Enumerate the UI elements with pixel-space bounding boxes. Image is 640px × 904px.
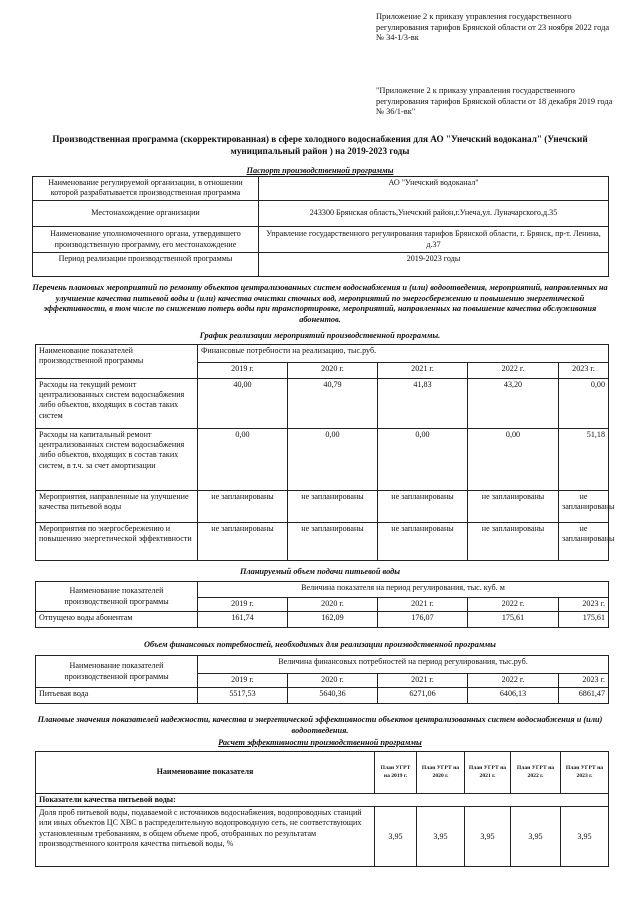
row-label: Питьевая вода	[36, 688, 198, 704]
year-header: 2020 г.	[288, 363, 378, 379]
year-header: 2022 г.	[468, 363, 559, 379]
cell-value: не запланированы	[288, 523, 378, 561]
passport-heading: Паспорт производственной программы	[246, 166, 394, 175]
cell-value: 3,95	[511, 807, 561, 867]
year-header: 2021 г.	[378, 598, 468, 612]
row-label: Расходы на текущий ремонт централизованных систем водоснабжения либо объектов, входящих в состав таких систем	[36, 379, 198, 429]
cell-value: 0,00	[378, 429, 468, 491]
row-label: Отпущено воды абонентам	[36, 612, 198, 628]
cell-value: 176,07	[378, 612, 468, 628]
water-volume-table	[35, 581, 609, 628]
cell-value: не запланированы	[559, 523, 609, 561]
annex-note-current: Приложение 2 к приказу управления государственного регулирования тарифов Брянской области от 23 ноября 2022 года № 34-1/3-вк	[376, 12, 610, 43]
header-row	[36, 752, 609, 794]
plan-header: План УГРТ на 2019 г.	[375, 752, 417, 794]
efficiency-calc-heading: Расчет эффективности производственной программы	[218, 738, 422, 747]
year-header: 2021 г.	[378, 363, 468, 379]
table-row	[36, 612, 609, 628]
year-header: 2023 г.	[559, 598, 609, 612]
year-header: 2020 г.	[288, 598, 378, 612]
plan-header: План УГРТ на 2021 г.	[465, 752, 511, 794]
plan-header: План УГРТ на 2023 г.	[561, 752, 609, 794]
reliability-heading: Плановые значения показателей надежности, качества и энергетической эффективности объектов централизованных систем водоснабжения и (или) водоотведения.	[37, 715, 603, 735]
year-header: 2023 г.	[559, 363, 609, 379]
year-header: 2020 г.	[288, 674, 378, 688]
table-row	[36, 491, 609, 523]
cell-value: 3,95	[375, 807, 417, 867]
document-title: Производственная программа (скорректированная) в сфере холодного водоснабжения для АО "Унечский водоканал" (Унечский муниципальный район ) на 2019-2023 годы	[52, 134, 588, 156]
year-header: 2022 г.	[468, 598, 559, 612]
column-header-indicator: Наименование показателя	[36, 752, 375, 794]
year-header: 2019 г.	[198, 598, 288, 612]
cell-value: 0,00	[468, 429, 559, 491]
year-header: 2019 г.	[198, 674, 288, 688]
passport-label: Наименование регулируемой организации, в отношении которой разрабатывается производственная программа	[33, 177, 259, 201]
cell-value: 51,18	[559, 429, 609, 491]
column-header-indicator: Наименование показателей производственной программы	[36, 582, 198, 612]
table-row	[36, 379, 609, 429]
table-row	[36, 523, 609, 561]
cell-value: 5640,36	[288, 688, 378, 704]
cell-value: не запланированы	[378, 491, 468, 523]
cell-value: 161,74	[198, 612, 288, 628]
header-row	[36, 582, 609, 598]
passport-row	[33, 177, 609, 201]
column-header-indicator: Наименование показателей производственной программы	[36, 345, 198, 379]
passport-row	[33, 201, 609, 227]
cell-value: не запланированы	[559, 491, 609, 523]
year-header: 2021 г.	[378, 674, 468, 688]
header-row	[36, 345, 609, 363]
year-header: 2023 г.	[559, 674, 609, 688]
cell-value: 6271,06	[378, 688, 468, 704]
column-header-group: Финансовые потребности на реализацию, тыс.руб.	[198, 345, 609, 363]
passport-label: Период реализации производственной программы	[33, 253, 259, 277]
plan-header: План УГРТ на 2022 г.	[511, 752, 561, 794]
volume-heading: Планируемый объем подачи питьевой воды	[239, 567, 401, 576]
cell-value: 40,79	[288, 379, 378, 429]
cell-value: 0,00	[198, 429, 288, 491]
cell-value: 0,00	[288, 429, 378, 491]
cell-value: не запланированы	[468, 491, 559, 523]
measures-heading: Перечень плановых мероприятий по ремонту объектов централизованных систем водоснабжения и (или) водоотведения, мероприятий, направленных на улучшение качества питьевой воды и (или) качества очистки сточных вод, мероприятий по энергосбережению и повышению энергетической эффективности, в том числе по снижению потерь воды при транспортировке, мероприятий, направленных на повышение качества обслуживания абонентов.	[32, 283, 608, 324]
finance-heading: Объем финансовых потребностей, необходимых для реализации производственной программы	[144, 640, 496, 649]
table-row	[36, 807, 609, 867]
passport-value: 2019-2023 годы	[259, 253, 609, 277]
cell-value: 6406,13	[468, 688, 559, 704]
passport-label: Местонахождение организации	[33, 201, 259, 227]
cell-value: 40,00	[198, 379, 288, 429]
cell-value: 3,95	[561, 807, 609, 867]
year-header: 2022 г.	[468, 674, 559, 688]
annex-note-original: "Приложение 2 к приказу управления государственного регулирования тарифов Брянской области от 18 декабря 2019 года № 36/1-вк"	[376, 86, 613, 117]
header-row	[36, 656, 609, 674]
table-row	[36, 688, 609, 704]
passport-value: Управление государственного регулирования тарифов Брянской области, г. Брянск, пр-т. Ленина, д.37	[259, 227, 609, 253]
cell-value: 3,95	[417, 807, 465, 867]
financial-needs-table	[35, 655, 609, 704]
measures-schedule-table	[35, 344, 615, 561]
cell-value: 41,83	[378, 379, 468, 429]
plan-header: План УГРТ на 2020 г.	[417, 752, 465, 794]
row-label: Доля проб питьевой воды, подаваемой с источников водоснабжения, водопроводных станций или иных объектов ЦС ХВС в распределительную водопроводную сеть, не соответствующих установленным требованиям, в общем объеме проб, отобранных по результатам производственного контроля качества питьевой воды, %	[36, 807, 375, 867]
table-row	[36, 429, 609, 491]
cell-value: 6861,47	[559, 688, 609, 704]
cell-value: не запланированы	[198, 491, 288, 523]
cell-value: не запланированы	[468, 523, 559, 561]
column-header-group: Величина показателя на период регулирования, тыс. куб. м	[198, 582, 609, 598]
passport-row	[33, 253, 609, 277]
group-row	[36, 794, 609, 807]
cell-value: 43,20	[468, 379, 559, 429]
reliability-table	[35, 751, 609, 867]
cell-value: 5517,53	[198, 688, 288, 704]
passport-value: АО "Унечский водоканал"	[259, 177, 609, 201]
cell-value: 175,61	[468, 612, 559, 628]
passport-row	[33, 227, 609, 253]
year-header: 2019 г.	[198, 363, 288, 379]
row-label: Расходы на капитальный ремонт централизованных систем водоснабжения либо объектов, входящих в состав таких систем, в т.ч. за счет амортизации	[36, 429, 198, 491]
cell-value: не запланированы	[198, 523, 288, 561]
cell-value: не запланированы	[378, 523, 468, 561]
group-label: Показатели качества питьевой воды:	[36, 794, 609, 807]
cell-value: 175,61	[559, 612, 609, 628]
row-label: Мероприятия по энергосбережению и повышению энергетической эффективности	[36, 523, 198, 561]
row-label: Мероприятия, направленные на улучшение качества питьевой воды	[36, 491, 198, 523]
schedule-heading: График реализации мероприятий производственной программы.	[199, 331, 441, 340]
column-header-group: Величина финансовых потребностей на период регулирования, тыс.руб.	[198, 656, 609, 674]
passport-table	[32, 176, 609, 277]
passport-value: 243300 Брянская область,Унечский район,г.Унеча,ул. Луначарского,д.35	[259, 201, 609, 227]
cell-value: 0,00	[559, 379, 609, 429]
column-header-indicator: Наименование показателей производственной программы	[36, 656, 198, 688]
cell-value: 3,95	[465, 807, 511, 867]
cell-value: 162,09	[288, 612, 378, 628]
passport-label: Наименование уполномоченного органа, утвердившего производственную программу, его местонахождение	[33, 227, 259, 253]
cell-value: не запланированы	[288, 491, 378, 523]
